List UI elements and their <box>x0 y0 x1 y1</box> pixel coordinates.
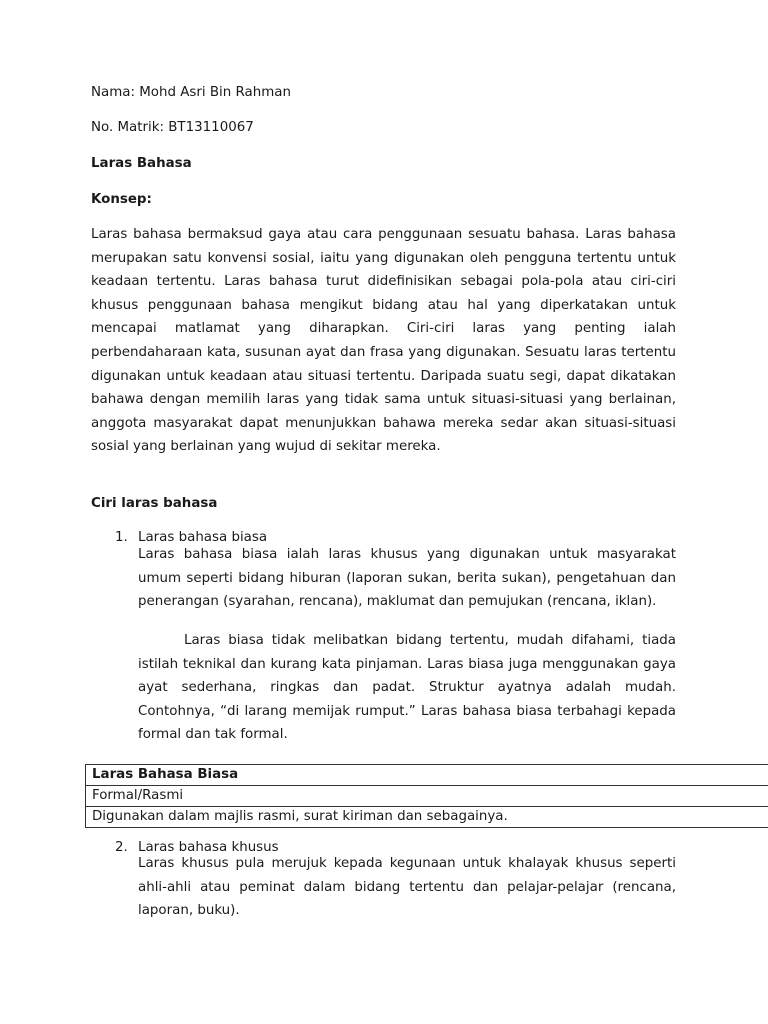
matric-number: No. Matrik: BT13110067 <box>91 120 254 135</box>
table-row <box>86 765 768 786</box>
table-header-cell: Laras Bahasa Biasa <box>86 765 768 786</box>
document-title: Laras Bahasa <box>91 156 192 171</box>
table-cell: Formal/Rasmi <box>86 786 768 807</box>
item1-paragraph-1: Laras bahasa biasa ialah laras khusus yang digunakan untuk masyarakat umum seperti bidang hiburan (laporan sukan, berita sukan), pengetahuan dan penerangan (syarahan, rencana), maklumat dan pemujukan (rencana, iklan). <box>138 547 676 610</box>
laras-bahasa-biasa-table <box>85 764 768 828</box>
characteristics-heading: Ciri laras bahasa <box>91 496 218 511</box>
list-number: 2. <box>115 840 128 855</box>
list-item-title: Laras bahasa biasa <box>138 530 268 545</box>
item2-paragraph-1: Laras khusus pula merujuk kepada kegunaan untuk khalayak khusus seperti ahli-ahli atau peminat dalam bidang tertentu dan pelajar-pelajar (rencana, laporan, buku). <box>138 856 676 919</box>
table-row <box>86 807 768 828</box>
list-number: 1. <box>115 530 128 545</box>
table-cell: Digunakan dalam majlis rasmi, surat kiriman dan sebagainya. <box>86 807 768 828</box>
student-name: Nama: Mohd Asri Bin Rahman <box>91 85 291 100</box>
item1-paragraph-2: Laras biasa tidak melibatkan bidang tertentu, mudah difahami, tiada istilah teknikal dan kurang kata pinjaman. Laras biasa juga menggunakan gaya ayat sederhana, ringkas dan padat. Struktur ayatnya adalah mudah. Contohnya, “di larang memijak rumput.” Laras bahasa biasa terbahagi kepada formal dan tak formal. <box>138 633 676 743</box>
table-row <box>86 786 768 807</box>
concept-heading: Konsep: <box>91 192 152 207</box>
concept-paragraph: Laras bahasa bermaksud gaya atau cara penggunaan sesuatu bahasa. Laras bahasa merupakan satu konvensi sosial, iaitu yang digunakan oleh pengguna tertentu untuk keadaan tertentu. Laras bahasa turut didefinisikan sebagai pola-pola atau ciri-ciri khusus penggunaan bahasa mengikut bidang atau hal yang diperkatakan untuk mencapai matlamat yang diharapkan. Ciri-ciri laras yang penting ialah perbendaharaan kata, susunan ayat dan frasa yang digunakan. Sesuatu laras tertentu digunakan untuk keadaan atau situasi tertentu. Daripada suatu segi, dapat dikatakan bahawa dengan memilih laras yang tidak sama untuk situasi-situasi yang berlainan, anggota masyarakat dapat menunjukkan bahawa mereka sedar akan situasi-situasi sosial yang berlainan yang wujud di sekitar mereka. <box>91 227 676 455</box>
list-item-title: Laras bahasa khusus <box>138 840 279 855</box>
